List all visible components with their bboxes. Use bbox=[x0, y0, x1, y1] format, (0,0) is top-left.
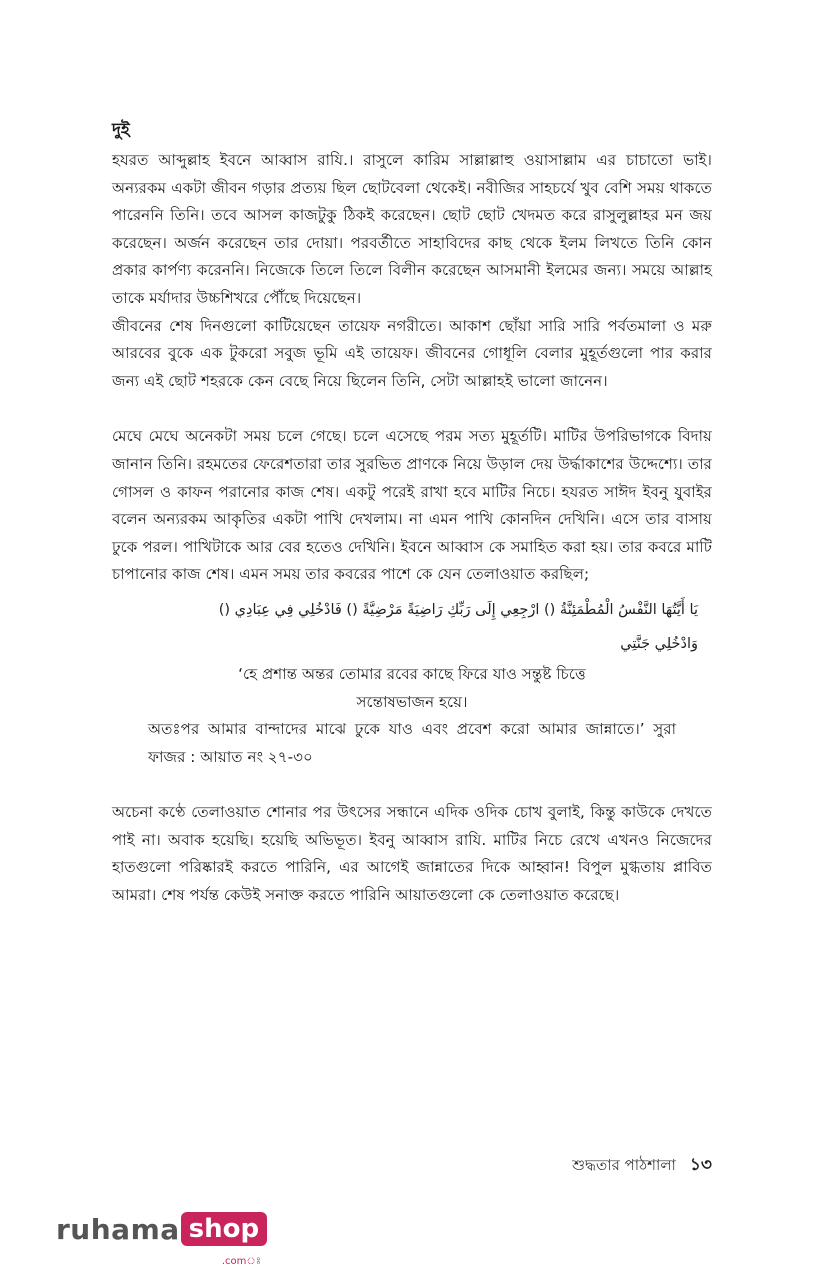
footer-book-title: শুদ্ধতার পাঠশালা bbox=[572, 1156, 676, 1174]
logo-box-text: shop bbox=[188, 1214, 260, 1244]
paragraph-taif: জীবনের শেষ দিনগুলো কাটিয়েছেন তায়েফ নগরীতে। আকাশ ছোঁয়া সারি সারি পর্বতমালা ও মরু আরবের বুকে এক টুকরো সবুজ ভূমি এই তায়েফ। জীবনের গোধূলি বেলার মুহূর্তগুলো পার করার জন্য এই ছোট শহরকে কেন বেছে নিয়ে ছিলেন তিনি, সেটা আল্লাহই ভালো জানেন। bbox=[112, 316, 712, 390]
translation-center: ‘হে প্রশান্ত অন্তর তোমার রবের কাছে ফিরে যাও সন্তুষ্ট চিত্তে সন্তোষভাজন হয়ে। bbox=[238, 664, 586, 711]
paragraph-burial: মেঘে মেঘে অনেকটা সময় চলে গেছে। চলে এসেছে পরম সত্য মুহূর্তটি। মাটির উপরিভাগকে বিদায় জানান তিনি। রহমতের ফেরেশতারা তার সুরভিত প্রাণকে নিয়ে উড়াল দেয় উর্দ্ধাকাশের উদ্দেশ্যে। তার গোসল ও কাফন পরানোর কাজ শেষ। একটু পরেই রাখা হবে মাটির নিচে। হযরত সাঈদ ইবনু যুবাইর বলেন অন্যরকম আকৃতির একটা পাখি দেখলাম। না এমন পাখি কোনদিন দেখিনি। এসে তার বাসায় ঢুকে পরল। পাখিটাকে আর বের হতেও দেখিনি। ইবনে আব্বাস কে সমাহিত করা হয়। তার কবরে মাটি চাপানোর কাজ শেষ। এমন সময় তার কবরের পাশে কে যেন তেলাওয়াত করছিল; bbox=[112, 427, 712, 584]
paragraph-gap-2 bbox=[112, 771, 712, 799]
paragraph-gap bbox=[112, 395, 712, 423]
paragraph-conclusion: অচেনা কণ্ঠে তেলাওয়াত শোনার পর উৎসের সন্ধানে এদিক ওদিক চোখ বুলাই, কিন্তু কাউকে দেখতে পাই না। অবাক হয়েছি। হয়েছি অভিভূত। ইবনু আব্বাস রাযি. মাটির নিচে রেখে এখনও নিজেদের হাতগুলো পরিষ্কারই করতে পারিনি, এর আগেই জান্নাতের দিকে আহ্বান! বিপুল মুগ্ধতায় প্লাবিত আমরা। শেষ পর্যন্ত কেউই সনাক্ত করতে পারিনি আয়াতগুলো কে তেলাওয়াত করেছে। bbox=[112, 803, 712, 905]
arabic-verse bbox=[112, 589, 712, 661]
page-number: ১৩ bbox=[689, 1155, 712, 1175]
page-footer bbox=[572, 1152, 712, 1180]
paragraph-intro: হযরত আব্দুল্লাহ ইবনে আব্বাস রাযি.। রাসুলে কারিম সাল্লাল্লাহু ওয়াসাল্লাম এর চাচাতো ভাই। অন্যরকম একটা জীবন গড়ার প্রত্যয় ছিল ছোটবেলা থেকেই। নবীজির সাহচর্যে খুব বেশি সময় থাকতে পারেননি তিনি। তবে আসল কাজটুকু ঠিকই করেছেন। ছোট ছোট খেদমত করে রাসুলুল্লাহর মন জয় করেছেন। অর্জন করেছেন তার দোয়া। পরবর্তীতে সাহাবিদের কাছ থেকে ইলম লিখতে তিনি কোন প্রকার কার্পণ্য করেননি। নিজেকে তিলে তিলে বিলীন করেছেন আসমানী ইলমের জন্য। সময়ে আল্লাহ তাকে মর্যাদার উচ্চশিখরে পৌঁছে দিয়েছেন। bbox=[112, 151, 712, 307]
section-heading: দুই bbox=[112, 120, 130, 140]
translation-block: অতঃপর আমার বান্দাদের মাঝে ঢুকে যাও এবং প্রবেশ করো আমার জান্নাতে।’ সুরা ফাজর : আয়াত নং ২৭-৩০ bbox=[148, 720, 676, 766]
page-content bbox=[112, 117, 712, 910]
logo-left-text: ruhama bbox=[56, 1212, 180, 1246]
logo-suffix: .comঃ bbox=[221, 1256, 262, 1267]
arabic-verse-line-1: يَا أَيَّتُهَا النَّفْسُ الْمُطْمَئِنَّةُ () ارْجِعِي إِلَى رَبِّكِ رَاضِيَةً مَرْضِيَّةً () فَادْخُلِي فِي عِبَادِي () bbox=[218, 601, 698, 618]
logo-shop-box bbox=[181, 1212, 267, 1267]
arabic-verse-line-2: وَادْخُلِي جَنَّتِي bbox=[620, 635, 698, 652]
ruhama-shop-logo bbox=[56, 1212, 267, 1267]
